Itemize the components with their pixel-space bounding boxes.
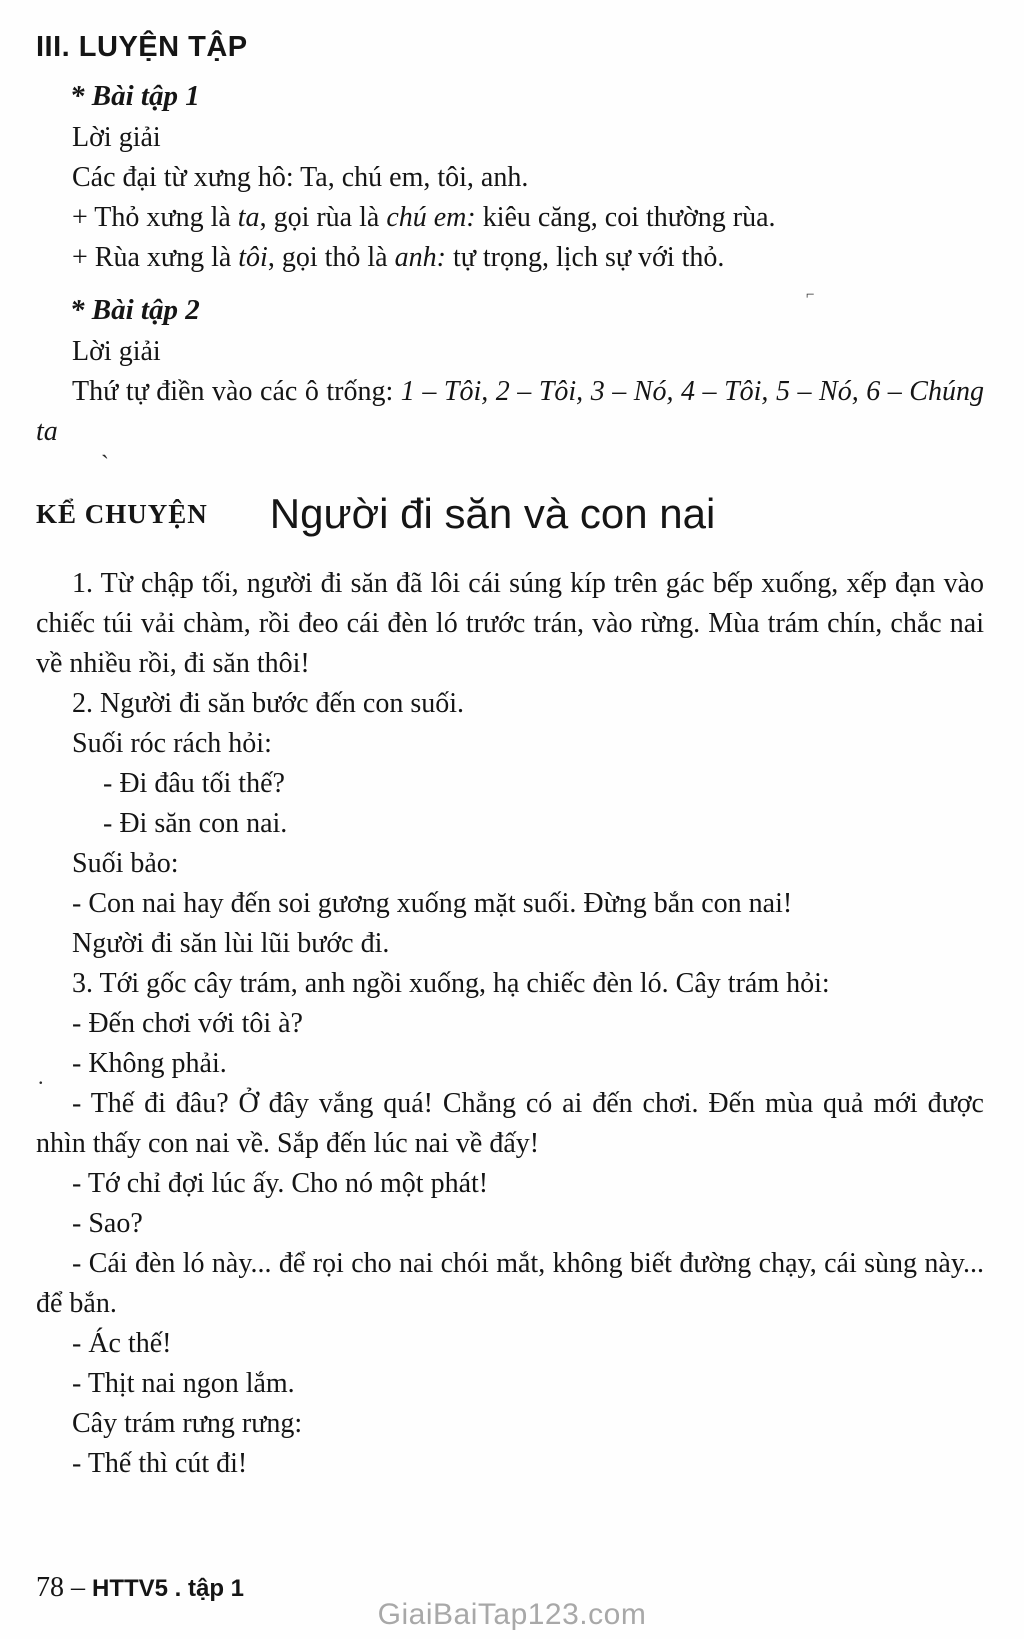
scan-artifact: ⌐ (806, 287, 815, 303)
text-line: - Ác thế! (72, 1328, 172, 1359)
book-label: HTTV5 . tập 1 (92, 1575, 245, 1602)
text-line: - Đi săn con nai. (103, 808, 288, 839)
text-line: Suối róc rách hỏi: (72, 728, 272, 759)
text-line: Lời giải (72, 336, 161, 367)
text-line: - Đến chơi với tôi à? (72, 1008, 303, 1039)
section-heading: III. LUYỆN TẬP (36, 31, 248, 63)
exercise-1 (36, 78, 984, 278)
text-line: - Tớ chỉ đợi lúc ấy. Cho nó một phát! (72, 1168, 489, 1199)
text-line: Lời giải (72, 122, 161, 153)
text-line: Người đi săn lùi lũi bước đi. (72, 928, 390, 959)
text-line: - Cái đèn ló này... để rọi cho nai chói mắt, không biết đường chạy, cái sùng này... để bắn. (36, 1248, 984, 1319)
scan-artifact: ` (101, 452, 109, 478)
text-line: Cây trám rưng rưng: (72, 1408, 303, 1439)
text-line: - Thế thì cút đi! (72, 1448, 248, 1479)
text-line: - Con nai hay đến soi gương xuống mặt suối. Đừng bắn con nai! (72, 888, 793, 919)
text-line: + Rùa xưng là tôi, gọi thỏ là anh: tự trọng, lịch sự với thỏ. (72, 242, 725, 273)
exercise-1-title: * Bài tập 1 (70, 80, 200, 112)
text-line: 2. Người đi săn bước đến con suối. (72, 688, 465, 719)
exercise1-lines (36, 118, 984, 278)
exercise2-lines (36, 332, 984, 452)
text-line: 3. Tới gốc cây trám, anh ngồi xuống, hạ chiếc đèn ló. Cây trám hỏi: (72, 968, 830, 999)
text-line: 1. Từ chập tối, người đi săn đã lôi cái súng kíp trên gác bếp xuống, xếp đạn vào chiếc túi vải chàm, rồi đeo cái đèn ló trước trán, vào rừng. Mùa trám chín, chắc nai về nhiều rồi, đi săn thôi! (36, 568, 984, 679)
text-line: - Thế đi đâu? Ở đây vắng quá! Chẳng có ai đến chơi. Đến mùa quả mới được nhìn thấy con nai về. Sắp đến lúc nai về đấy! (36, 1088, 984, 1159)
text-line: Thứ tự điền vào các ô trống: 1 – Tôi, 2 – Tôi, 3 – Nó, 4 – Tôi, 5 – Nó, 6 – Chúng ta (36, 376, 984, 447)
text-line: - Không phải. (72, 1048, 227, 1079)
story-header (36, 488, 984, 540)
text-line: - Thịt nai ngon lắm. (72, 1368, 295, 1399)
watermark: GiaiBaiTap123.com (377, 1598, 647, 1631)
scan-artifact: . (38, 1064, 44, 1089)
text-line: + Thỏ xưng là ta, gọi rùa là chú em: kiêu căng, coi thường rùa. (72, 202, 776, 233)
exercise-2-title: * Bài tập 2 (70, 294, 200, 326)
text-line: Suối bảo: (72, 848, 179, 879)
text-line: - Đi đâu tối thế? (103, 768, 285, 799)
page-number: 78 – (36, 1572, 92, 1603)
exercise-2 (36, 292, 984, 452)
story-lines (36, 564, 984, 1484)
story-kicker: KỂ CHUYỆN (36, 498, 208, 529)
text-line: - Sao? (72, 1208, 143, 1239)
story-title: Người đi săn và con nai (269, 490, 716, 537)
text-line: Các đại từ xưng hô: Ta, chú em, tôi, anh. (72, 162, 529, 193)
